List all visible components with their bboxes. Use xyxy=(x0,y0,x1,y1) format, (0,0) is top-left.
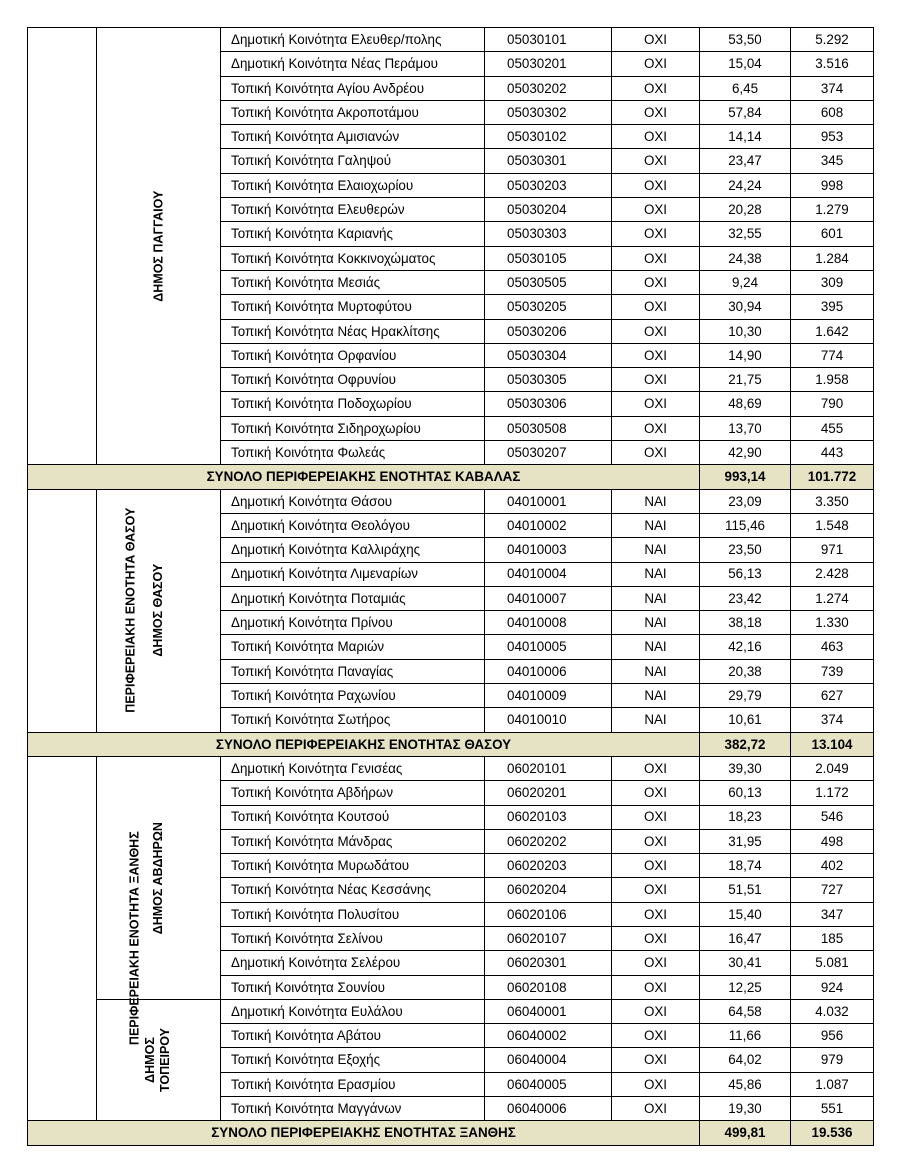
table-row xyxy=(28,489,874,513)
island-flag: ΟΧΙ xyxy=(612,781,700,805)
island-flag: ΝΑΙ xyxy=(612,562,700,586)
total-label: ΣΥΝΟΛΟ ΠΕΡΙΦΕΡΕΙΑΚΗΣ ΕΝΟΤΗΤΑΣ ΘΑΣΟΥ xyxy=(28,732,700,756)
community-code: 06020101 xyxy=(485,756,612,780)
area-value: 56,13 xyxy=(700,562,791,586)
community-code: 06020107 xyxy=(485,926,612,950)
area-value: 38,18 xyxy=(700,611,791,635)
population-value: 4.032 xyxy=(791,999,874,1023)
island-flag: ΟΧΙ xyxy=(612,28,700,52)
community-code: 04010006 xyxy=(485,659,612,683)
area-value: 32,55 xyxy=(700,222,791,246)
community-code: 04010004 xyxy=(485,562,612,586)
community-name: Τοπική Κοινότητα Μυρωδάτου xyxy=(221,854,485,878)
community-name: Δημοτική Κοινότητα Θεολόγου xyxy=(221,513,485,537)
community-code: 04010009 xyxy=(485,684,612,708)
area-value: 60,13 xyxy=(700,781,791,805)
community-name: Τοπική Κοινότητα Ακροποτάμου xyxy=(221,100,485,124)
total-label: ΣΥΝΟΛΟ ΠΕΡΙΦΕΡΕΙΑΚΗΣ ΕΝΟΤΗΤΑΣ ΞΑΝΘΗΣ xyxy=(28,1121,700,1145)
community-name: Τοπική Κοινότητα Πολυσίτου xyxy=(221,902,485,926)
area-value: 15,40 xyxy=(700,902,791,926)
municipality-label-cell xyxy=(97,999,221,1120)
document-page xyxy=(27,27,873,1146)
area-value: 64,02 xyxy=(700,1048,791,1072)
island-flag: ΟΧΙ xyxy=(612,1048,700,1072)
community-code: 05030301 xyxy=(485,149,612,173)
area-value: 53,50 xyxy=(700,28,791,52)
population-value: 498 xyxy=(791,829,874,853)
island-flag: ΟΧΙ xyxy=(612,295,700,319)
population-value: 3.516 xyxy=(791,52,874,76)
island-flag: ΟΧΙ xyxy=(612,441,700,465)
island-flag: ΟΧΙ xyxy=(612,198,700,222)
island-flag: ΝΑΙ xyxy=(612,611,700,635)
community-name: Τοπική Κοινότητα Αβδήρων xyxy=(221,781,485,805)
island-flag: ΟΧΙ xyxy=(612,975,700,999)
community-name: Τοπική Κοινότητα Κουτσού xyxy=(221,805,485,829)
area-value: 64,58 xyxy=(700,999,791,1023)
community-name: Τοπική Κοινότητα Οφρυνίου xyxy=(221,368,485,392)
table-row xyxy=(28,756,874,780)
community-name: Τοπική Κοινότητα Σελίνου xyxy=(221,926,485,950)
area-value: 15,04 xyxy=(700,52,791,76)
total-area: 499,81 xyxy=(700,1121,791,1145)
community-code: 05030306 xyxy=(485,392,612,416)
island-flag: ΟΧΙ xyxy=(612,951,700,975)
community-code: 05030205 xyxy=(485,295,612,319)
region-label-cell xyxy=(28,489,138,732)
municipality-label: ΔΗΜΟΣ ΑΒΔΗΡΩΝ xyxy=(151,821,166,934)
community-name: Δημοτική Κοινότητα Ελευθερ/πολης xyxy=(221,28,485,52)
population-value: 443 xyxy=(791,441,874,465)
island-flag: ΟΧΙ xyxy=(612,829,700,853)
island-flag: ΟΧΙ xyxy=(612,902,700,926)
island-flag: ΟΧΙ xyxy=(612,1072,700,1096)
municipality-label-cell xyxy=(97,28,221,465)
community-code: 04010001 xyxy=(485,489,612,513)
community-name: Τοπική Κοινότητα Μεσιάς xyxy=(221,270,485,294)
population-value: 455 xyxy=(791,416,874,440)
area-value: 24,24 xyxy=(700,173,791,197)
region-label: ΠΕΡΙΦΕΡΕΙΑΚΗ ΕΝΟΤΗΤΑ ΘΑΣΟΥ xyxy=(123,508,138,714)
population-value: 3.350 xyxy=(791,489,874,513)
community-name: Τοπική Κοινότητα Γαληψού xyxy=(221,149,485,173)
island-flag: ΟΧΙ xyxy=(612,392,700,416)
community-name: Τοπική Κοινότητα Ποδοχωρίου xyxy=(221,392,485,416)
island-flag: ΟΧΙ xyxy=(612,222,700,246)
population-value: 739 xyxy=(791,659,874,683)
community-name: Τοπική Κοινότητα Μαριών xyxy=(221,635,485,659)
total-row xyxy=(28,732,874,756)
community-name: Τοπική Κοινότητα Καριανής xyxy=(221,222,485,246)
community-code: 05030206 xyxy=(485,319,612,343)
population-value: 309 xyxy=(791,270,874,294)
island-flag: ΝΑΙ xyxy=(612,708,700,732)
island-flag: ΟΧΙ xyxy=(612,805,700,829)
population-value: 998 xyxy=(791,173,874,197)
community-code: 04010003 xyxy=(485,538,612,562)
island-flag: ΝΑΙ xyxy=(612,586,700,610)
community-code: 06020204 xyxy=(485,878,612,902)
community-name: Δημοτική Κοινότητα Νέας Περάμου xyxy=(221,52,485,76)
population-value: 463 xyxy=(791,635,874,659)
area-value: 45,86 xyxy=(700,1072,791,1096)
area-value: 23,50 xyxy=(700,538,791,562)
community-code: 06020108 xyxy=(485,975,612,999)
population-value: 374 xyxy=(791,708,874,732)
area-value: 48,69 xyxy=(700,392,791,416)
island-flag: ΟΧΙ xyxy=(612,100,700,124)
community-code: 05030204 xyxy=(485,198,612,222)
island-flag: ΝΑΙ xyxy=(612,489,700,513)
island-flag: ΟΧΙ xyxy=(612,1097,700,1121)
community-name: Δημοτική Κοινότητα Θάσου xyxy=(221,489,485,513)
community-name: Τοπική Κοινότητα Εξοχής xyxy=(221,1048,485,1072)
municipality-label: ΔΗΜΟΣ ΘΑΣΟΥ xyxy=(151,564,166,657)
area-value: 14,90 xyxy=(700,343,791,367)
community-code: 05030505 xyxy=(485,270,612,294)
area-value: 12,25 xyxy=(700,975,791,999)
community-name: Τοπική Κοινότητα Σουνίου xyxy=(221,975,485,999)
community-code: 05030201 xyxy=(485,52,612,76)
community-name: Τοπική Κοινότητα Νέας Κεσσάνης xyxy=(221,878,485,902)
area-value: 9,24 xyxy=(700,270,791,294)
total-label: ΣΥΝΟΛΟ ΠΕΡΙΦΕΡΕΙΑΚΗΣ ΕΝΟΤΗΤΑΣ ΚΑΒΑΛΑΣ xyxy=(28,465,700,489)
population-value: 185 xyxy=(791,926,874,950)
population-value: 627 xyxy=(791,684,874,708)
population-value: 374 xyxy=(791,76,874,100)
municipality-label: ΔΗΜΟΣ ΤΟΠΕΙΡΟΥ xyxy=(143,1028,173,1093)
total-row xyxy=(28,465,874,489)
community-code: 05030207 xyxy=(485,441,612,465)
community-name: Τοπική Κοινότητα Αγίου Ανδρέου xyxy=(221,76,485,100)
municipality-label-cell xyxy=(97,489,221,732)
population-value: 5.292 xyxy=(791,28,874,52)
area-value: 51,51 xyxy=(700,878,791,902)
community-code: 04010005 xyxy=(485,635,612,659)
population-value: 395 xyxy=(791,295,874,319)
community-name: Δημοτική Κοινότητα Καλλιράχης xyxy=(221,538,485,562)
island-flag: ΟΧΙ xyxy=(612,173,700,197)
total-population: 13.104 xyxy=(791,732,874,756)
area-value: 21,75 xyxy=(700,368,791,392)
community-code: 05030102 xyxy=(485,125,612,149)
population-value: 2.428 xyxy=(791,562,874,586)
island-flag: ΟΧΙ xyxy=(612,270,700,294)
area-value: 6,45 xyxy=(700,76,791,100)
community-name: Τοπική Κοινότητα Ραχωνίου xyxy=(221,684,485,708)
area-value: 57,84 xyxy=(700,100,791,124)
population-value: 1.330 xyxy=(791,611,874,635)
area-value: 18,74 xyxy=(700,854,791,878)
community-code: 04010007 xyxy=(485,586,612,610)
area-value: 10,30 xyxy=(700,319,791,343)
community-name: Τοπική Κοινότητα Παναγίας xyxy=(221,659,485,683)
island-flag: ΟΧΙ xyxy=(612,319,700,343)
island-flag: ΟΧΙ xyxy=(612,854,700,878)
population-value: 774 xyxy=(791,343,874,367)
island-flag: ΟΧΙ xyxy=(612,1024,700,1048)
community-name: Δημοτική Κοινότητα Λιμεναρίων xyxy=(221,562,485,586)
community-code: 06020103 xyxy=(485,805,612,829)
island-flag: ΟΧΙ xyxy=(612,343,700,367)
community-code: 06020203 xyxy=(485,854,612,878)
population-value: 924 xyxy=(791,975,874,999)
area-value: 24,38 xyxy=(700,246,791,270)
area-value: 16,47 xyxy=(700,926,791,950)
area-value: 29,79 xyxy=(700,684,791,708)
area-value: 31,95 xyxy=(700,829,791,853)
community-name: Δημοτική Κοινότητα Γενισέας xyxy=(221,756,485,780)
community-code: 04010008 xyxy=(485,611,612,635)
population-value: 979 xyxy=(791,1048,874,1072)
area-value: 13,70 xyxy=(700,416,791,440)
area-value: 11,66 xyxy=(700,1024,791,1048)
table-row xyxy=(28,28,874,52)
region-label-cell xyxy=(28,28,97,465)
community-code: 05030304 xyxy=(485,343,612,367)
community-name: Τοπική Κοινότητα Νέας Ηρακλίτσης xyxy=(221,319,485,343)
population-value: 1.172 xyxy=(791,781,874,805)
island-flag: ΝΑΙ xyxy=(612,635,700,659)
island-flag: ΟΧΙ xyxy=(612,368,700,392)
community-code: 05030303 xyxy=(485,222,612,246)
area-value: 23,47 xyxy=(700,149,791,173)
community-code: 06020201 xyxy=(485,781,612,805)
population-value: 345 xyxy=(791,149,874,173)
population-value: 402 xyxy=(791,854,874,878)
population-value: 971 xyxy=(791,538,874,562)
community-name: Τοπική Κοινότητα Φωλεάς xyxy=(221,441,485,465)
population-value: 1.958 xyxy=(791,368,874,392)
community-code: 06040002 xyxy=(485,1024,612,1048)
island-flag: ΟΧΙ xyxy=(612,416,700,440)
population-value: 5.081 xyxy=(791,951,874,975)
island-flag: ΟΧΙ xyxy=(612,149,700,173)
island-flag: ΝΑΙ xyxy=(612,684,700,708)
community-name: Τοπική Κοινότητα Αβάτου xyxy=(221,1024,485,1048)
communities-table xyxy=(27,27,874,1146)
area-value: 20,28 xyxy=(700,198,791,222)
population-value: 727 xyxy=(791,878,874,902)
island-flag: ΟΧΙ xyxy=(612,52,700,76)
population-value: 601 xyxy=(791,222,874,246)
region-label: ΠΕΡΙΦΕΡΕΙΑΚΗ ΕΝΟΤΗΤΑ ΞΑΝΘΗΣ xyxy=(127,831,142,1046)
community-name: Τοπική Κοινότητα Μάνδρας xyxy=(221,829,485,853)
total-area: 993,14 xyxy=(700,465,791,489)
community-name: Τοπική Κοινότητα Ερασμίου xyxy=(221,1072,485,1096)
community-code: 05030101 xyxy=(485,28,612,52)
area-value: 30,41 xyxy=(700,951,791,975)
community-name: Τοπική Κοινότητα Αμισιανών xyxy=(221,125,485,149)
community-name: Δημοτική Κοινότητα Ποταμιάς xyxy=(221,586,485,610)
area-value: 14,14 xyxy=(700,125,791,149)
island-flag: ΝΑΙ xyxy=(612,659,700,683)
island-flag: ΟΧΙ xyxy=(612,125,700,149)
community-name: Τοπική Κοινότητα Μυρτοφύτου xyxy=(221,295,485,319)
area-value: 23,09 xyxy=(700,489,791,513)
total-population: 19.536 xyxy=(791,1121,874,1145)
population-value: 1.274 xyxy=(791,586,874,610)
area-value: 42,90 xyxy=(700,441,791,465)
population-value: 1.284 xyxy=(791,246,874,270)
population-value: 1.642 xyxy=(791,319,874,343)
community-code: 05030302 xyxy=(485,100,612,124)
community-name: Τοπική Κοινότητα Σιδηροχωρίου xyxy=(221,416,485,440)
population-value: 953 xyxy=(791,125,874,149)
area-value: 115,46 xyxy=(700,513,791,537)
island-flag: ΝΑΙ xyxy=(612,513,700,537)
population-value: 2.049 xyxy=(791,756,874,780)
population-value: 790 xyxy=(791,392,874,416)
population-value: 347 xyxy=(791,902,874,926)
community-code: 06040006 xyxy=(485,1097,612,1121)
population-value: 608 xyxy=(791,100,874,124)
area-value: 23,42 xyxy=(700,586,791,610)
community-code: 05030105 xyxy=(485,246,612,270)
island-flag: ΟΧΙ xyxy=(612,999,700,1023)
population-value: 546 xyxy=(791,805,874,829)
community-name: Τοπική Κοινότητα Ελευθερών xyxy=(221,198,485,222)
community-code: 06020301 xyxy=(485,951,612,975)
area-value: 20,38 xyxy=(700,659,791,683)
community-name: Τοπική Κοινότητα Μαγγάνων xyxy=(221,1097,485,1121)
area-value: 39,30 xyxy=(700,756,791,780)
island-flag: ΟΧΙ xyxy=(612,878,700,902)
community-name: Δημοτική Κοινότητα Σελέρου xyxy=(221,951,485,975)
community-name: Τοπική Κοινότητα Κοκκινοχώματος xyxy=(221,246,485,270)
total-row xyxy=(28,1121,874,1145)
island-flag: ΟΧΙ xyxy=(612,756,700,780)
total-population: 101.772 xyxy=(791,465,874,489)
community-code: 05030305 xyxy=(485,368,612,392)
island-flag: ΝΑΙ xyxy=(612,538,700,562)
island-flag: ΟΧΙ xyxy=(612,76,700,100)
community-code: 05030508 xyxy=(485,416,612,440)
island-flag: ΟΧΙ xyxy=(612,246,700,270)
community-code: 06040001 xyxy=(485,999,612,1023)
municipality-label: ΔΗΜΟΣ ΠΑΓΓΑΙΟΥ xyxy=(151,190,166,302)
community-name: Τοπική Κοινότητα Σωτήρος xyxy=(221,708,485,732)
community-code: 06040004 xyxy=(485,1048,612,1072)
community-code: 04010010 xyxy=(485,708,612,732)
community-name: Τοπική Κοινότητα Ορφανίου xyxy=(221,343,485,367)
community-name: Τοπική Κοινότητα Ελαιοχωρίου xyxy=(221,173,485,197)
area-value: 10,61 xyxy=(700,708,791,732)
area-value: 19,30 xyxy=(700,1097,791,1121)
community-code: 05030203 xyxy=(485,173,612,197)
total-area: 382,72 xyxy=(700,732,791,756)
municipality-label-cell xyxy=(97,756,221,999)
area-value: 42,16 xyxy=(700,635,791,659)
population-value: 1.087 xyxy=(791,1072,874,1096)
community-name: Δημοτική Κοινότητα Ευλάλου xyxy=(221,999,485,1023)
region-label-cell xyxy=(28,756,142,1120)
community-code: 06040005 xyxy=(485,1072,612,1096)
area-value: 30,94 xyxy=(700,295,791,319)
island-flag: ΟΧΙ xyxy=(612,926,700,950)
community-code: 04010002 xyxy=(485,513,612,537)
community-code: 06020106 xyxy=(485,902,612,926)
area-value: 18,23 xyxy=(700,805,791,829)
population-value: 956 xyxy=(791,1024,874,1048)
community-name: Δημοτική Κοινότητα Πρίνου xyxy=(221,611,485,635)
community-code: 05030202 xyxy=(485,76,612,100)
table-row xyxy=(28,999,874,1023)
population-value: 1.548 xyxy=(791,513,874,537)
population-value: 1.279 xyxy=(791,198,874,222)
community-code: 06020202 xyxy=(485,829,612,853)
population-value: 551 xyxy=(791,1097,874,1121)
